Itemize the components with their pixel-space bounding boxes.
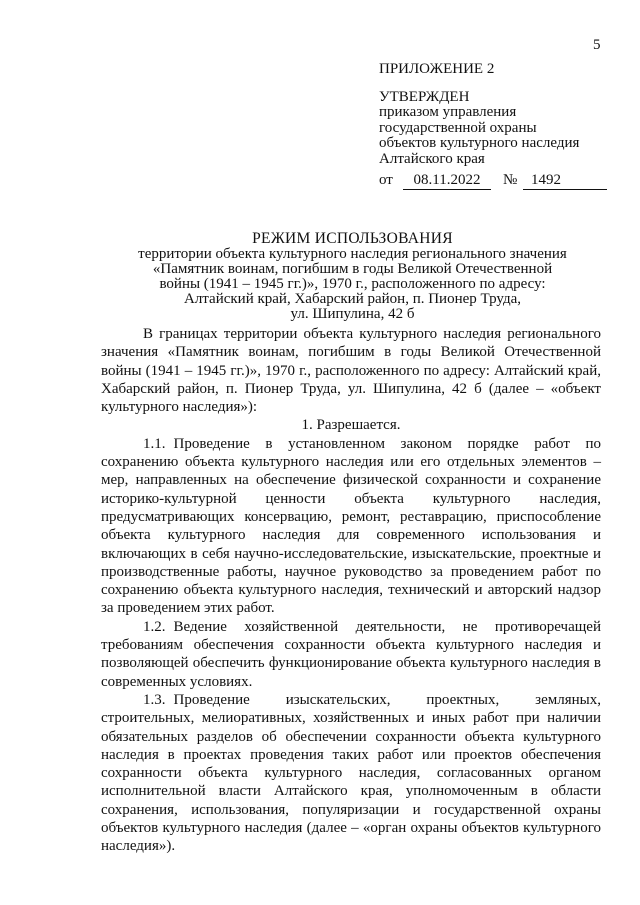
clause-text: Проведение в установленном законом порядке работ по сохранению объекта культурного наследия или его отдельных элементов – мер, направленных на обеспечение физической сохранности и сохранение историко-культурной ценности объекта культурного наследия, предусматривающих консервацию, ремонт, реставрацию, приспособление объекта культурного наследия для современного использования и включающих в себя научно-исследовательские, изыскательские, проектные и производственные работы, научное руководство за проведением работ по сохранению объекта культурного наследия, технический и авторский надзор за проведением этих работ. <box>101 435 601 617</box>
section-1-heading: 1. Разрешается. <box>301 417 401 434</box>
order-line-3: объектов культурного наследия <box>379 135 580 151</box>
title-line-5: ул. Шипулина, 42 б <box>290 306 415 322</box>
clause-1-3 <box>101 691 601 856</box>
order-line-4: Алтайского края <box>379 150 485 167</box>
order-date-number-line <box>379 173 619 193</box>
order-date: 08.11.2022 <box>403 173 491 190</box>
from-label: от <box>379 172 393 188</box>
order-line-1: приказом управления <box>379 104 517 120</box>
document-body <box>101 325 601 856</box>
appendix-block <box>379 62 619 193</box>
title-line-1: территории объекта культурного наследия регионального значения <box>138 246 567 262</box>
approved-label: УТВЕРЖДЕН <box>379 88 470 105</box>
title-line-3: войны (1941 – 1945 гг.)», 1970 г., расположенного по адресу: <box>159 276 546 292</box>
page-number: 5 <box>593 37 601 53</box>
clause-1-2 <box>101 618 601 691</box>
clause-text: Ведение хозяйственной деятельности, не противоречащей требованиям обеспечения сохранности объекта культурного наследия и позволяющей обеспечить функционирование объекта культурного наследия в современных условиях. <box>101 618 601 690</box>
order-number: 1492 <box>523 173 607 190</box>
appendix-label: ПРИЛОЖЕНИЕ 2 <box>379 61 495 77</box>
clause-text: Проведение изыскательских, проектных, земляных, строительных, мелиоративных, хозяйственных и иных работ при наличии обязательных разделов об обеспечении сохранности объекта культурного наследия в проектах проведения таких работ или проектов обеспечения сохранности объекта культурного наследия, согласованных органом исполнительной власти Алтайского края, уполномоченным в области сохранения, использования, популяризации и государственной охраны объектов культурного наследия (далее – «орган охраны объектов культурного наследия»). <box>101 691 601 855</box>
document-title <box>120 231 585 322</box>
title-line-4: Алтайский край, Хабарский район, п. Пионер Труда, <box>183 291 522 307</box>
title-main: РЕЖИМ ИСПОЛЬЗОВАНИЯ <box>252 230 453 247</box>
clause-1-1 <box>101 435 601 618</box>
title-line-2: «Памятник воинам, погибшим в годы Великой Отечественной <box>152 261 553 277</box>
intro-paragraph: В границах территории объекта культурного наследия регионального значения «Памятник воинам, погибшим в годы Великой Отечественной войны (1941 – 1945 гг.)», 1970 г., расположенного по адресу: Алтайский край, Хабарский район, п. Пионер Труда, ул. Шипулина, 42 б (далее – «объект культурного наследия»): <box>101 326 601 416</box>
clause-number: 1.2. <box>143 618 166 635</box>
order-line-2: государственной охраны <box>379 119 537 136</box>
number-sign: № <box>503 172 518 188</box>
clause-number: 1.1. <box>143 435 166 452</box>
clause-number: 1.3. <box>143 691 166 708</box>
